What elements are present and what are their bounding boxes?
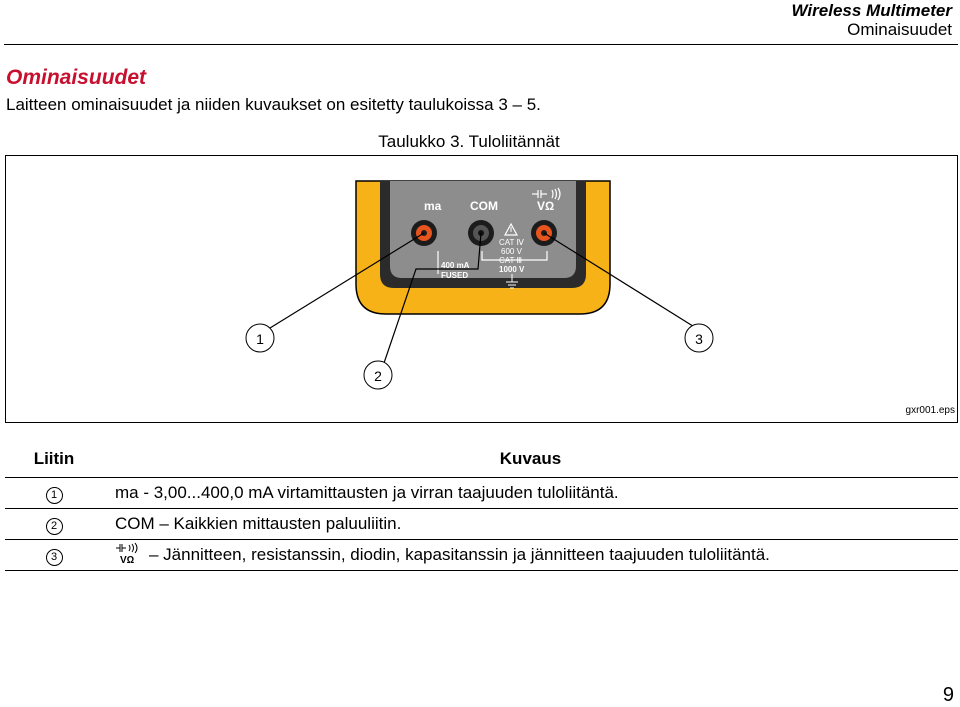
svg-text:2: 2 <box>374 368 382 384</box>
row-description-cell <box>103 540 958 571</box>
svg-text:3: 3 <box>695 331 703 347</box>
cat4-voltage: 600 V <box>501 247 522 256</box>
svg-text:1: 1 <box>256 331 264 347</box>
row-number-badge: 3 <box>46 549 63 566</box>
cat4-label: CAT Ⅳ <box>499 238 524 247</box>
row-description: COM – Kaikkien mittausten paluuliitin. <box>103 509 958 540</box>
figure-id: gxr001.eps <box>905 405 955 416</box>
column-header-description: Kuvaus <box>103 441 958 478</box>
table-row <box>5 540 958 571</box>
v-ohm-terminal-icon <box>115 542 143 569</box>
table-caption-text: Taulukko 3. Tuloliitännät <box>378 132 560 151</box>
header-divider <box>4 44 958 45</box>
row-number-badge: 1 <box>46 487 63 504</box>
cat3-voltage: 1000 V <box>499 265 525 274</box>
callout-1 <box>246 324 274 352</box>
ma-terminal-label: ma <box>424 199 442 213</box>
row-number-cell <box>5 540 103 571</box>
header-title: Wireless Multimeter <box>791 1 952 20</box>
input-terminals-table <box>5 441 958 571</box>
cat3-label: CAT Ⅲ <box>499 256 522 265</box>
row-number-badge: 2 <box>46 518 63 535</box>
callout-2 <box>364 361 392 389</box>
com-terminal-label: COM <box>470 199 498 213</box>
intro-text: Laitteen ominaisuudet ja niiden kuvaukset on esitetty taulukoissa 3 – 5. <box>6 95 541 114</box>
fused-rating-label: 400 mA <box>441 261 470 270</box>
section-title: Ominaisuudet <box>6 66 147 89</box>
row-description: – Jännitteen, resistanssin, diodin, kapasitanssin ja jännitteen taajuuden tuloliitäntä. <box>149 544 770 564</box>
column-header-terminal: Liitin <box>5 441 103 478</box>
multimeter-illustration <box>6 156 958 423</box>
fused-label: FUSED <box>441 271 469 280</box>
row-number-cell <box>5 509 103 540</box>
header-subtitle: Ominaisuudet <box>847 20 952 39</box>
table-row <box>5 509 958 540</box>
svg-text:VΩ: VΩ <box>120 554 135 564</box>
page-number: 9 <box>942 684 954 706</box>
table-caption <box>0 132 960 152</box>
table-row <box>5 478 958 509</box>
table-header-row <box>5 441 958 478</box>
row-number-cell <box>5 478 103 509</box>
input-terminals-figure <box>5 155 958 423</box>
v-terminal-label: VΩ <box>537 199 555 213</box>
callout-3 <box>685 324 713 352</box>
row-description: ma - 3,00...400,0 mA virtamittausten ja virran taajuuden tuloliitäntä. <box>103 478 958 509</box>
